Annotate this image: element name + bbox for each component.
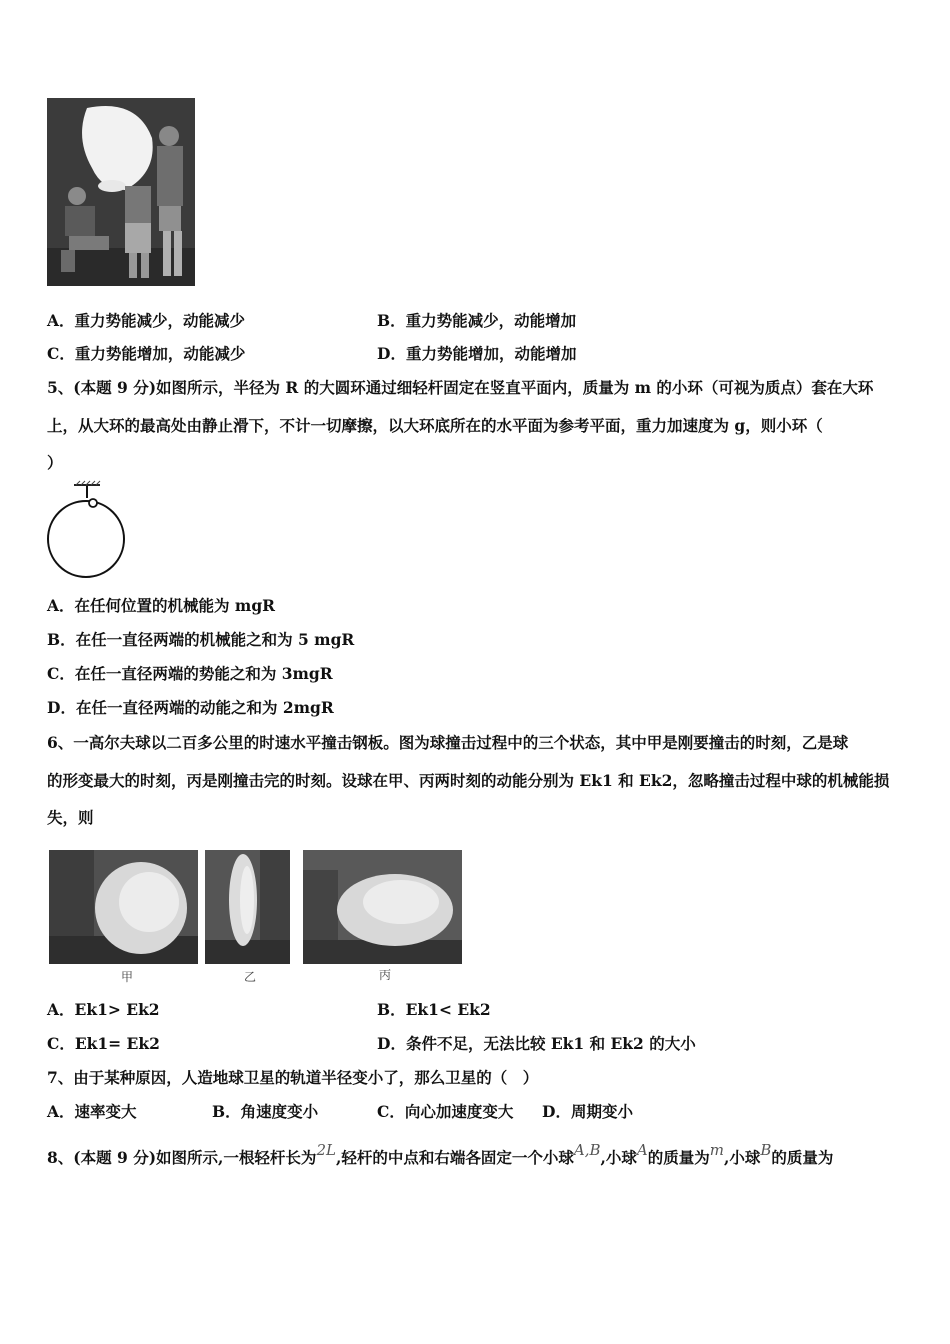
caption-yi: 乙 [244,970,257,984]
q4-option-a: A．重力势能减少，动能减少 [47,311,246,330]
q6-option-b: B．Ek1< Ek2 [377,1000,491,1019]
q8-text-2: ,轻杆的中点和右端各固定一个小球 [335,1148,574,1167]
golf-ball-photo-jia [49,850,198,964]
q8-stem [47,1141,834,1168]
q5-option-a: A．在任何位置的机械能为 mgR [47,596,276,615]
q6-option-c: C．Ek1= Ek2 [47,1034,160,1053]
q6-stem-line-1: 6、一高尔夫球以二百多公里的时速水平撞击钢板。图为球撞击过程中的三个状态，其中甲是刚要撞击的时刻，乙是球 [47,733,849,752]
q8-symbol-m: m [709,1141,724,1159]
q7-stem: 7、由于某种原因，人造地球卫星的轨道半径变小了，那么卫星的（ ） [47,1068,539,1087]
q8-symbol-B: B [760,1141,772,1159]
q4-option-d: D．重力势能增加，动能增加 [377,344,577,363]
q7-option-d: D．周期变小 [542,1102,633,1121]
ring-diagram [44,480,134,580]
q8-text-4: 的质量为 [647,1148,710,1167]
q6-option-a: A．Ek1> Ek2 [47,1000,160,1019]
q5-option-b: B．在任一直径两端的机械能之和为 5 mgR [47,630,355,649]
golf-ball-yi-illustration [205,850,290,964]
q6-option-d: D．条件不足，无法比较 Ek1 和 Ek2 的大小 [377,1034,696,1053]
q5-stem-line-2: 上，从大环的最高处由静止滑下，不计一切摩擦，以大环底所在的水平面为参考平面，重力加速度为 g，则小环（ [47,416,823,435]
q5-option-d: D．在任一直径两端的动能之和为 2mgR [47,698,334,717]
q5-option-c: C．在任一直径两端的势能之和为 3mgR [47,664,333,683]
q7-option-b: B．角速度变小 [212,1102,319,1121]
q8-symbol-2L: 2L [316,1141,336,1159]
q8-symbol-AB: A,B [573,1141,601,1159]
sky-lantern-illustration [47,98,195,286]
golf-ball-photo-yi [205,850,290,964]
q6-stem-line-3: 失，则 [47,808,94,827]
golf-ball-bing-illustration [303,850,462,964]
golf-ball-jia-illustration [49,850,198,964]
sky-lantern-photo [47,98,195,286]
q4-option-c: C．重力势能增加，动能减少 [47,344,246,363]
q8-text-1: 8、(本题 9 分)如图所示,一根轻杆长为 [47,1148,317,1167]
q7-option-a: A．速率变大 [47,1102,137,1121]
q8-symbol-A: A [636,1141,648,1159]
golf-ball-photo-bing [303,850,462,964]
q8-text-5: ,小球 [723,1148,761,1167]
caption-jia: 甲 [121,970,134,984]
caption-bing: 丙 [379,968,392,982]
q8-text-6: 的质量为 [771,1148,834,1167]
q8-text-3: ,小球 [600,1148,637,1167]
q7-option-c: C．向心加速度变大 [377,1102,514,1121]
q5-stem-line-3: ） [47,453,63,472]
q6-stem-line-2: 的形变最大的时刻，丙是刚撞击完的时刻。设球在甲、丙两时刻的动能分别为 Ek1 和 Ek2，忽略撞击过程中球的机械能损 [47,771,890,790]
q4-option-b: B．重力势能减少，动能增加 [377,311,577,330]
q5-stem-line-1: 5、(本题 9 分)如图所示，半径为 R 的大圆环通过细轻杆固定在竖直平面内，质量为 m 的小环（可视为质点）套在大环 [47,378,874,397]
